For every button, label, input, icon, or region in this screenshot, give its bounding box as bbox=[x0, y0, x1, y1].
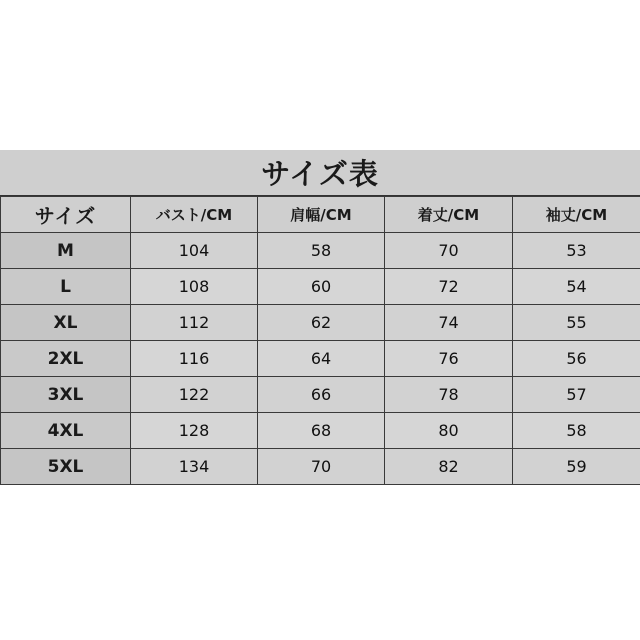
cell-sleeve: 56 bbox=[513, 341, 640, 377]
column-header-size-label: サイズ bbox=[34, 204, 97, 228]
cell-size: 4XL bbox=[1, 413, 131, 449]
cell-length: 76 bbox=[385, 341, 513, 377]
table-row bbox=[1, 269, 640, 305]
column-header-bust-unit: /CM bbox=[200, 206, 233, 224]
cell-sleeve: 54 bbox=[513, 269, 640, 305]
cell-sleeve: 58 bbox=[513, 413, 640, 449]
cell-length: 82 bbox=[385, 449, 513, 485]
column-header-length-label: 着丈 bbox=[417, 206, 448, 224]
cell-bust: 116 bbox=[131, 341, 258, 377]
cell-size: 5XL bbox=[1, 449, 131, 485]
cell-bust: 104 bbox=[131, 233, 258, 269]
cell-shoulder: 66 bbox=[258, 377, 385, 413]
cell-size: L bbox=[1, 269, 131, 305]
size-chart-table bbox=[0, 196, 640, 485]
table-row bbox=[1, 413, 640, 449]
column-header-size bbox=[1, 197, 131, 233]
column-header-bust bbox=[131, 197, 258, 233]
column-header-length bbox=[385, 197, 513, 233]
table-row bbox=[1, 341, 640, 377]
cell-shoulder: 58 bbox=[258, 233, 385, 269]
cell-bust: 128 bbox=[131, 413, 258, 449]
column-header-shoulder bbox=[258, 197, 385, 233]
column-header-shoulder-label: 肩幅 bbox=[290, 206, 321, 224]
size-chart-block bbox=[0, 150, 640, 485]
cell-size: M bbox=[1, 233, 131, 269]
table-row bbox=[1, 233, 640, 269]
cell-length: 70 bbox=[385, 233, 513, 269]
cell-shoulder: 64 bbox=[258, 341, 385, 377]
cell-sleeve: 59 bbox=[513, 449, 640, 485]
cell-bust: 108 bbox=[131, 269, 258, 305]
cell-bust: 112 bbox=[131, 305, 258, 341]
column-header-length-unit: /CM bbox=[447, 206, 480, 224]
cell-length: 74 bbox=[385, 305, 513, 341]
table-row bbox=[1, 449, 640, 485]
cell-shoulder: 68 bbox=[258, 413, 385, 449]
cell-shoulder: 70 bbox=[258, 449, 385, 485]
cell-shoulder: 60 bbox=[258, 269, 385, 305]
cell-bust: 122 bbox=[131, 377, 258, 413]
cell-size: XL bbox=[1, 305, 131, 341]
cell-size: 2XL bbox=[1, 341, 131, 377]
cell-length: 80 bbox=[385, 413, 513, 449]
cell-size: 3XL bbox=[1, 377, 131, 413]
cell-sleeve: 53 bbox=[513, 233, 640, 269]
column-header-bust-label: バスト bbox=[155, 206, 201, 224]
cell-length: 72 bbox=[385, 269, 513, 305]
size-chart-title-row bbox=[0, 150, 640, 196]
column-header-sleeve-label: 袖丈 bbox=[545, 206, 576, 224]
page-title: サイズ表 bbox=[261, 157, 379, 191]
cell-length: 78 bbox=[385, 377, 513, 413]
column-header-sleeve-unit: /CM bbox=[575, 206, 608, 224]
table-row bbox=[1, 377, 640, 413]
cell-sleeve: 55 bbox=[513, 305, 640, 341]
table-row bbox=[1, 305, 640, 341]
cell-sleeve: 57 bbox=[513, 377, 640, 413]
cell-shoulder: 62 bbox=[258, 305, 385, 341]
column-header-shoulder-unit: /CM bbox=[320, 206, 352, 224]
table-header-row bbox=[1, 197, 640, 233]
column-header-sleeve bbox=[513, 197, 640, 233]
cell-bust: 134 bbox=[131, 449, 258, 485]
